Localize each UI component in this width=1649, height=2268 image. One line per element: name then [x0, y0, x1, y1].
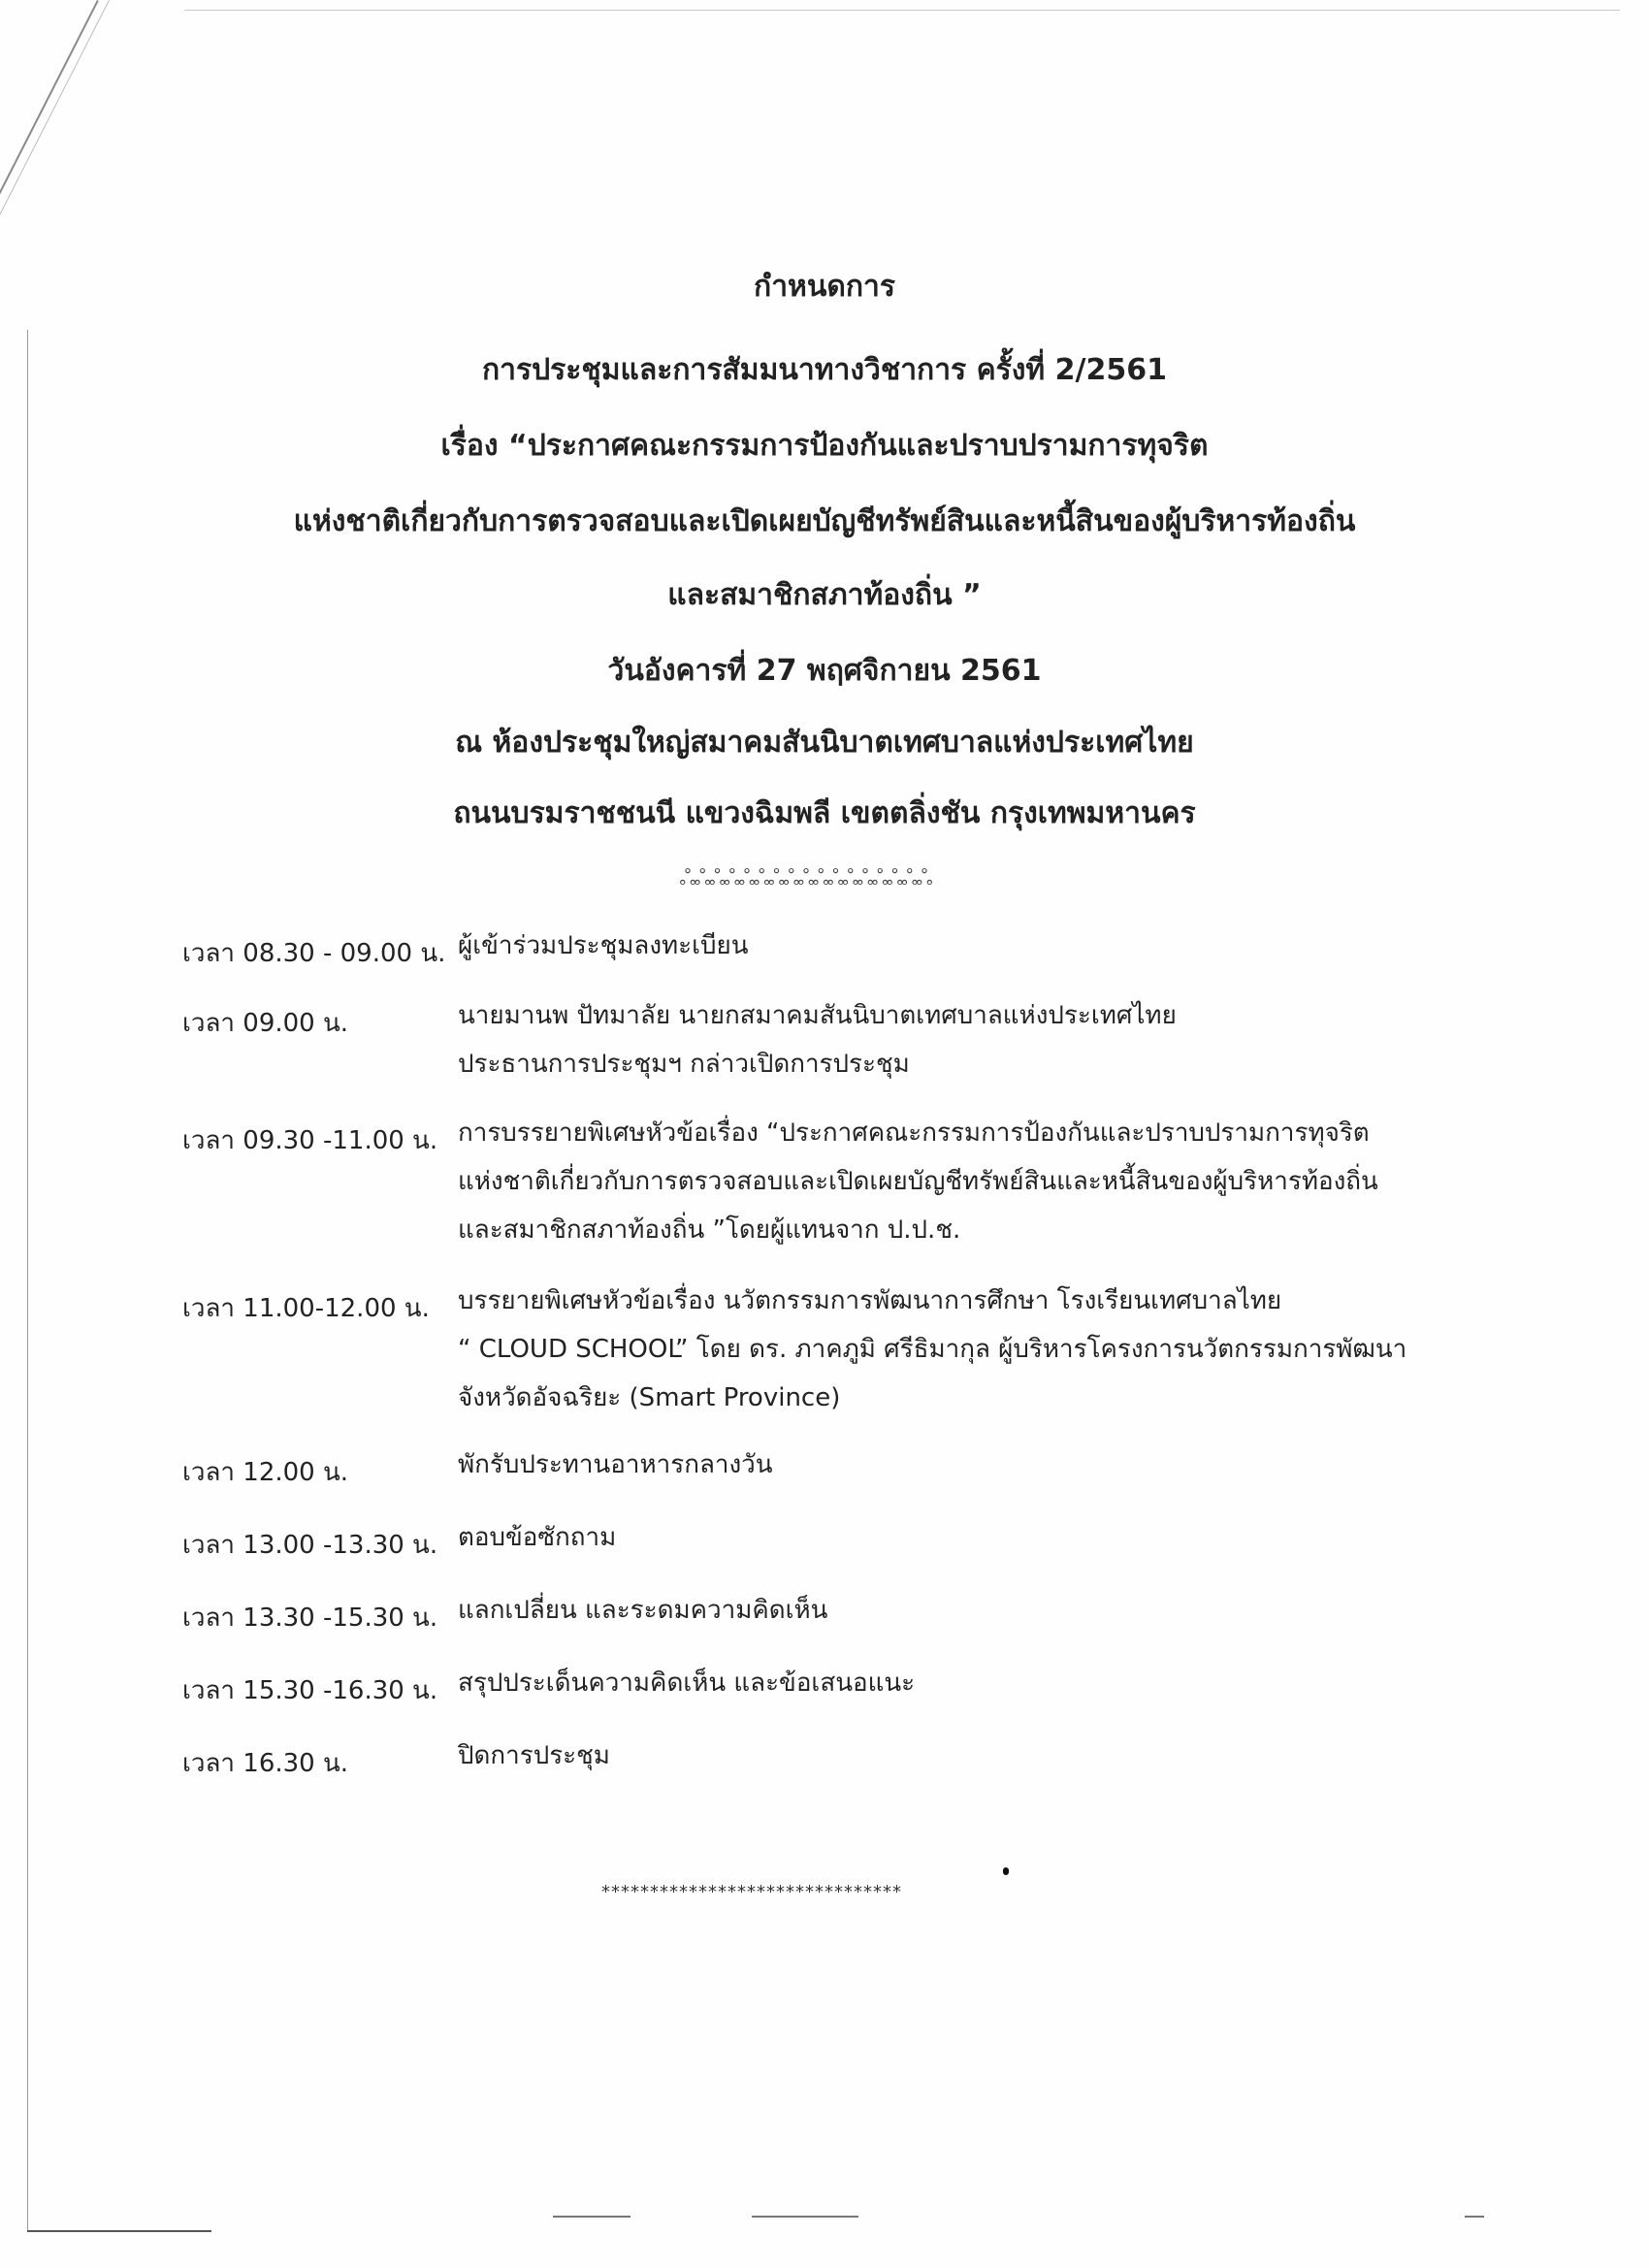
schedule-desc-line: บรรยายพิเศษหัวข้อเรื่อง นวัตกรรมการพัฒนาการศึกษา โรงเรียนเทศบาลไทย	[458, 1286, 1282, 1315]
scan-mark	[1465, 2216, 1484, 2218]
schedule-desc-line: แลกเปลี่ยน และระดมความคิดเห็น	[458, 1596, 828, 1625]
scan-mark	[752, 2216, 858, 2218]
schedule-desc-line: การบรรยายพิเศษหัวข้อเรื่อง “ประกาศคณะกรรมการป้องกันและปราบปรามการทุจริต	[458, 1118, 1370, 1148]
schedule-time: เวลา 15.30 -16.30 น.	[182, 1676, 438, 1705]
schedule-desc-line: สรุปประเด็นความคิดเห็น และข้อเสนอแนะ	[458, 1669, 916, 1698]
schedule-desc	[458, 1732, 1525, 1780]
schedule-time: เวลา 09.30 -11.00 น.	[182, 1126, 438, 1155]
meeting-address: ถนนบรมราชชนนี แขวงฉิมพลี เขตตลิ่งชัน กรุงเทพมหานคร	[453, 796, 1196, 830]
header-line-2: เรื่อง “ประกาศคณะกรรมการป้องกันและปราบปรามการทุจริต	[440, 429, 1209, 463]
schedule-desc-line: นายมานพ ปัทมาลัย นายกสมาคมสันนิบาตเทศบาลแห่งประเทศไทย	[458, 1001, 1177, 1030]
schedule-desc-line: ประธานการประชุมฯ กล่าวเปิดการประชุม	[458, 1050, 910, 1079]
schedule-time: เวลา 13.00 -13.30 น.	[182, 1531, 438, 1560]
document-title: กำหนดการ	[754, 270, 895, 304]
header-line-1: การประชุมและการสัมมนาทางวิชาการ ครั้งที่ 2/2561	[482, 353, 1167, 387]
schedule-desc	[458, 1513, 1525, 1562]
footer-stars: *******************************	[601, 1882, 902, 1902]
schedule-time: เวลา 08.30 - 09.00 น.	[182, 939, 446, 968]
ornament-divider: ஃஃஃஃஃஃஃஃஃஃஃஃஃஃஃஃஃ	[679, 866, 931, 891]
schedule-desc	[458, 991, 1525, 1088]
scan-edge-bottom	[27, 2230, 211, 2232]
header-line-4: และสมาชิกสภาท้องถิ่น ”	[667, 578, 982, 612]
meeting-date: วันอังคารที่ 27 พฤศจิกายน 2561	[607, 654, 1042, 688]
schedule-time: เวลา 11.00-12.00 น.	[182, 1294, 430, 1323]
ink-dot	[1003, 1867, 1009, 1875]
scan-mark	[553, 2216, 630, 2218]
schedule-desc-line: “ CLOUD SCHOOL” โดย ดร. ภาคภูมิ ศรีธิมากุล ผู้บริหารโครงการนวัตกรรมการพัฒนา	[458, 1335, 1407, 1364]
schedule-desc-line: ปิดการประชุม	[458, 1741, 610, 1770]
schedule-desc	[458, 1441, 1525, 1489]
schedule-desc-line: ตอบข้อซักถาม	[458, 1523, 617, 1552]
schedule-desc	[458, 1659, 1525, 1707]
schedule-desc	[458, 1586, 1525, 1635]
schedule-time: เวลา 13.30 -15.30 น.	[182, 1604, 438, 1633]
schedule-desc-line: ผู้เข้าร่วมประชุมลงทะเบียน	[458, 931, 749, 960]
schedule-desc	[458, 922, 1525, 970]
schedule-desc	[458, 1277, 1525, 1422]
schedule-time: เวลา 09.00 น.	[182, 1009, 349, 1038]
schedule-time: เวลา 16.30 น.	[182, 1749, 349, 1778]
schedule-desc-line: จังหวัดอัจฉริยะ (Smart Province)	[458, 1383, 841, 1412]
meeting-venue: ณ ห้องประชุมใหญ่สมาคมสันนิบาตเทศบาลแห่งประเทศไทย	[455, 726, 1194, 760]
schedule-time: เวลา 12.00 น.	[182, 1458, 349, 1487]
schedule-desc-line: และสมาชิกสภาท้องถิ่น ”โดยผู้แทนจาก ป.ป.ช.	[458, 1215, 961, 1245]
schedule-desc-line: แห่งชาติเกี่ยวกับการตรวจสอบและเปิดเผยบัญชีทรัพย์สินและหนี้สินของผู้บริหารท้องถิ่น	[458, 1167, 1378, 1196]
scan-edge-top	[184, 10, 1620, 11]
schedule-desc	[458, 1109, 1525, 1254]
schedule-desc-line: พักรับประทานอาหารกลางวัน	[458, 1450, 773, 1479]
header-line-3: แห่งชาติเกี่ยวกับการตรวจสอบและเปิดเผยบัญชีทรัพย์สินและหนี้สินของผู้บริหารท้องถิ่น	[293, 504, 1356, 538]
